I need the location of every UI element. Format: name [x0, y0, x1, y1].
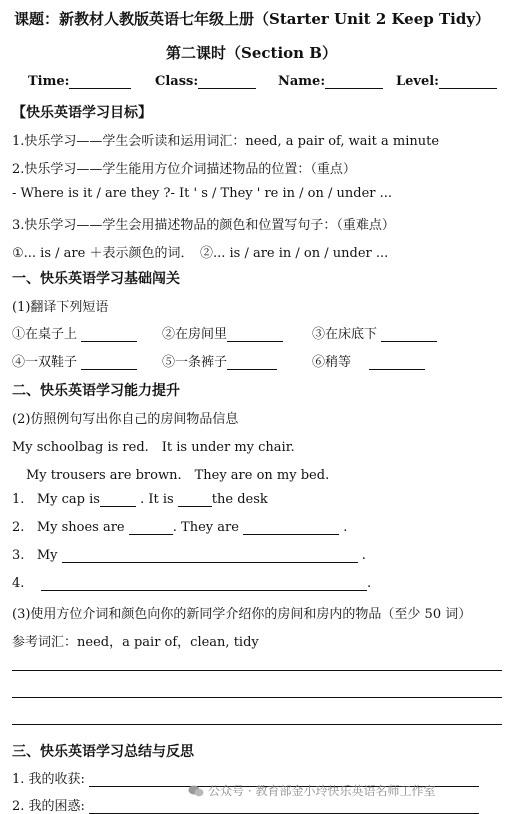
- example-sentence-1: My schoolbag is red. It is under my chair.: [12, 440, 295, 455]
- class-field: [155, 74, 256, 89]
- level-label: Level:: [396, 74, 439, 89]
- section1-task: (1)翻译下列短语: [12, 300, 109, 315]
- confusion-label: 2. 我的困惑:: [12, 799, 85, 814]
- goal-line-3: - Where is it / are they ?- It ' s / They ' re in / on / under ...: [12, 186, 393, 201]
- phrase-blank[interactable]: [81, 355, 137, 370]
- phrase-blank[interactable]: [381, 327, 437, 342]
- wechat-icon: [188, 785, 204, 797]
- goal-line-4: 3.快乐学习——学生会用描述物品的颜色和位置写句子：（重难点）: [12, 218, 395, 233]
- phrase-item-6: [312, 351, 425, 370]
- goal-line-5: ①... is / are ＋表示颜色的词． ②... is / are in / on / under ...: [12, 246, 389, 261]
- time-label: Time:: [28, 74, 70, 89]
- question-text: . They are: [172, 520, 239, 535]
- question-4: [12, 576, 371, 591]
- question-1: [12, 492, 268, 507]
- goal-line-2: 2.快乐学习——学生能用方位介词描述物品的位置：（重点）: [12, 162, 356, 177]
- phrase-item-2: [162, 323, 283, 342]
- question-text: the desk: [211, 492, 268, 507]
- writing-line-2[interactable]: [12, 697, 502, 698]
- question-number: 1.: [12, 492, 25, 507]
- name-label: Name:: [278, 74, 326, 89]
- question-3: [12, 548, 366, 563]
- confusion-blank[interactable]: [89, 799, 479, 814]
- phrase-label: ①在桌子上: [12, 327, 78, 342]
- time-blank[interactable]: [69, 74, 131, 89]
- section2-task: (2)仿照例句写出你自己的房间物品信息: [12, 412, 239, 427]
- writing-line-1[interactable]: [12, 670, 502, 671]
- goals-heading: 【快乐英语学习目标】: [12, 105, 152, 121]
- question-2: [12, 520, 347, 535]
- reference-words: 参考词汇：need，a pair of，clean, tidy: [12, 635, 259, 650]
- section3-heading: 三、快乐英语学习总结与反思: [12, 744, 194, 760]
- answer-blank[interactable]: [243, 520, 339, 535]
- phrase-blank[interactable]: [227, 327, 283, 342]
- example-sentence-2: My trousers are brown. They are on my bed.: [26, 468, 330, 483]
- phrase-blank[interactable]: [227, 355, 277, 370]
- phrase-label: ④一双鞋子: [12, 355, 78, 370]
- phrase-item-4: [12, 351, 137, 370]
- level-blank[interactable]: [439, 74, 497, 89]
- section1-heading: 一、快乐英语学习基础闯关: [12, 271, 180, 287]
- answer-blank[interactable]: [41, 576, 367, 591]
- goal-line-1: 1.快乐学习——学生会听读和运用词汇：need, a pair of, wait a minute: [12, 134, 440, 149]
- time-field: [28, 74, 131, 89]
- question-text: .: [366, 576, 372, 591]
- class-blank[interactable]: [198, 74, 256, 89]
- phrase-label: ③在床底下: [312, 327, 378, 342]
- level-field: [396, 74, 497, 89]
- question-number: 2.: [12, 520, 25, 535]
- class-label: Class:: [155, 74, 199, 89]
- question-text: My: [36, 548, 58, 563]
- section2-task3: (3)使用方位介词和颜色向你的新同学介绍你的房间和房内的物品（至少 50 词）: [12, 607, 472, 622]
- phrase-label: ⑥稍等: [312, 355, 352, 370]
- answer-blank[interactable]: [178, 492, 212, 507]
- question-text: . It is: [140, 492, 174, 507]
- watermark: [188, 782, 435, 799]
- section2-heading: 二、快乐英语学习能力提升: [12, 383, 180, 399]
- phrase-item-3: [312, 323, 437, 342]
- phrase-label: ⑤一条裤子: [162, 355, 228, 370]
- answer-blank[interactable]: [129, 520, 173, 535]
- page-subtitle: 第二课时（Section B）: [166, 44, 337, 62]
- answer-blank[interactable]: [62, 548, 358, 563]
- answer-blank[interactable]: [100, 492, 136, 507]
- question-number: 3.: [12, 548, 25, 563]
- phrase-blank[interactable]: [369, 355, 425, 370]
- question-text: .: [343, 520, 348, 535]
- phrase-item-1: [12, 323, 137, 342]
- question-text: My shoes are: [36, 520, 125, 535]
- writing-line-3[interactable]: [12, 724, 502, 725]
- question-number: 4.: [12, 576, 25, 591]
- question-text: .: [361, 548, 366, 563]
- name-blank[interactable]: [325, 74, 383, 89]
- question-text: My cap is: [36, 492, 100, 507]
- gain-label: 1. 我的收获:: [12, 772, 85, 787]
- phrase-blank[interactable]: [81, 327, 137, 342]
- phrase-item-5: [162, 351, 277, 370]
- name-field: [278, 74, 383, 89]
- phrase-label: ②在房间里: [162, 327, 228, 342]
- watermark-text: 公众号 · 教育部金小玲快乐英语名师工作室: [208, 784, 436, 798]
- page-title: 课题：新教材人教版英语七年级上册（Starter Unit 2 Keep Tidy）: [14, 10, 491, 28]
